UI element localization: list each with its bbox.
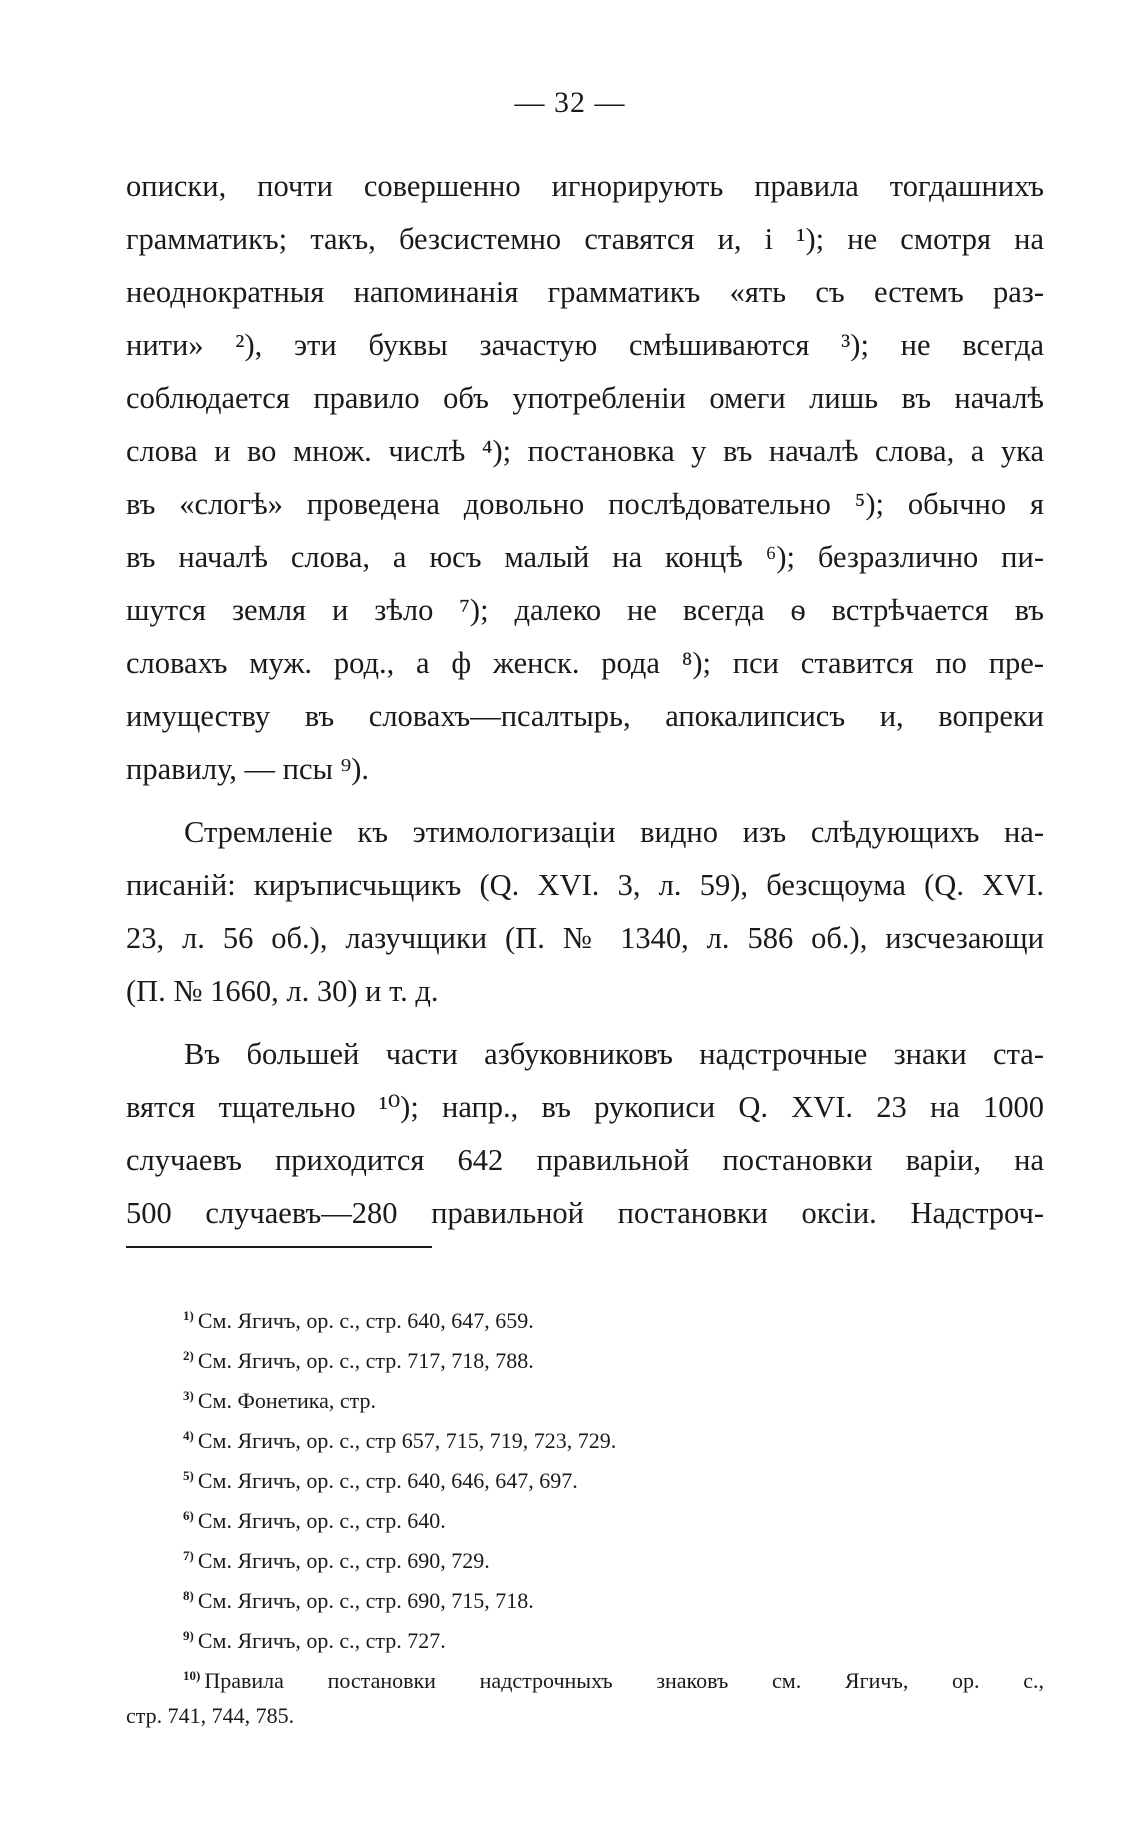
footnote-8 [126,1576,1044,1616]
footnote-mark: 1) [183,1308,194,1323]
footnote-text: См. Ягичъ, ор. с., стр. 717, 718, 788. [197,1348,534,1373]
text-line: Въ большей части азбуковниковъ надстрочные знаки ста- [184,1037,1044,1071]
footnote-10-continuation: стр. 741, 744, 785. [126,1703,295,1728]
text-line: (П. № 1660, л. 30) и т. д. [126,974,439,1008]
body-text [126,160,1044,1240]
footnote-text: См. Ягичъ, ор. с., стр. 640, 646, 647, 697. [197,1468,578,1493]
text-line: вятся тщательно ¹⁰); напр., въ рукописи Q. XVI. 23 на 1000 [126,1090,1044,1124]
text-line: Стремленіе къ этимологизаціи видно изъ слѣдующихъ на- [184,815,1044,849]
footnote-mark: 3) [183,1388,194,1403]
paragraph-1 [126,160,1044,796]
footnote-mark: 4) [183,1428,194,1443]
text-line: въ «слогѣ» проведена довольно послѣдовательно ⁵); обычно я [126,487,1044,521]
footnote-6 [126,1496,1044,1536]
footnote-mark: 8) [183,1588,194,1603]
text-line: 23, л. 56 об.), лазучщики (П. № 1340, л. 586 об.), изсчезающи [126,921,1044,955]
text-line: нити» ²), эти буквы зачастую смѣшиваются ³); не всегда [126,328,1044,362]
text-line: случаевъ приходится 642 правильной постановки варіи, на [126,1143,1044,1177]
text-line: неоднократныя напоминанія грамматикъ «ять съ естемъ раз- [126,275,1044,309]
footnote-text: См. Ягичъ, ор. с., стр. 690, 715, 718. [197,1588,534,1613]
footnote-7 [126,1536,1044,1576]
text-line: словахъ муж. род., а ф женск. рода ⁸); пси ставится по пре- [126,646,1044,680]
text-line: въ началѣ слова, а юсъ малый на концѣ ⁶); безразлично пи- [126,540,1044,574]
footnote-5 [126,1456,1044,1496]
footnotes [126,1296,1044,1736]
footnote-mark: 7) [183,1548,194,1563]
footnote-mark: 5) [183,1468,194,1483]
footnote-mark: 9) [183,1628,194,1643]
footnote-text: См. Ягичъ, ор. с., стр 657, 715, 719, 723, 729. [197,1428,617,1453]
footnote-1 [126,1296,1044,1336]
footnote-9 [126,1616,1044,1656]
footnote-divider [126,1246,432,1248]
footnote-3 [126,1376,1044,1416]
text-line: описки, почти совершенно игнорирують правила тогдашнихъ [126,169,1044,203]
text-line: шутся земля и зѣло ⁷); далеко не всегда ѳ встрѣчается въ [126,593,1044,627]
page-number: — 32 — [514,86,626,119]
footnote-text: См. Ягичъ, ор. с., стр. 640. [197,1508,446,1533]
text-line: писаній: киръписчьщикъ (Q. XVI. 3, л. 59), безсщоума (Q. XVI. [126,868,1044,902]
footnote-mark: 10) [183,1668,201,1683]
footnote-10 [126,1656,1044,1696]
paragraph-3 [126,1028,1044,1240]
footnote-mark: 6) [183,1508,194,1523]
text-line: соблюдается правило объ употребленіи омеги лишь въ началѣ [126,381,1044,415]
footnote-text: См. Ягичъ, ор. с., стр. 690, 729. [197,1548,490,1573]
text-line: правилу, — псы ⁹). [126,752,370,786]
text-line: имуществу въ словахъ—псалтырь, апокалипсисъ и, вопреки [126,699,1044,733]
text-line: слова и во множ. числѣ ⁴); постановка у въ началѣ слова, а ука [126,434,1044,468]
footnote-text: См. Ягичъ, ор. с., стр. 640, 647, 659. [197,1308,534,1333]
footnote-4 [126,1416,1044,1456]
footnote-text: См. Ягичъ, ор. с., стр. 727. [197,1628,446,1653]
text-line: 500 случаевъ—280 правильной постановки оксіи. Надстроч- [126,1196,1044,1230]
footnote-mark: 2) [183,1348,194,1363]
footnote-text: Правила постановки надстрочныхъ знаковъ см. Ягичъ, ор. с., [204,1668,1044,1693]
paragraph-2 [126,806,1044,1018]
footnote-text: См. Фонетика, стр. [197,1388,377,1413]
text-line: грамматикъ; такъ, безсистемно ставятся и, і ¹); не смотря на [126,222,1044,256]
footnote-2 [126,1336,1044,1376]
